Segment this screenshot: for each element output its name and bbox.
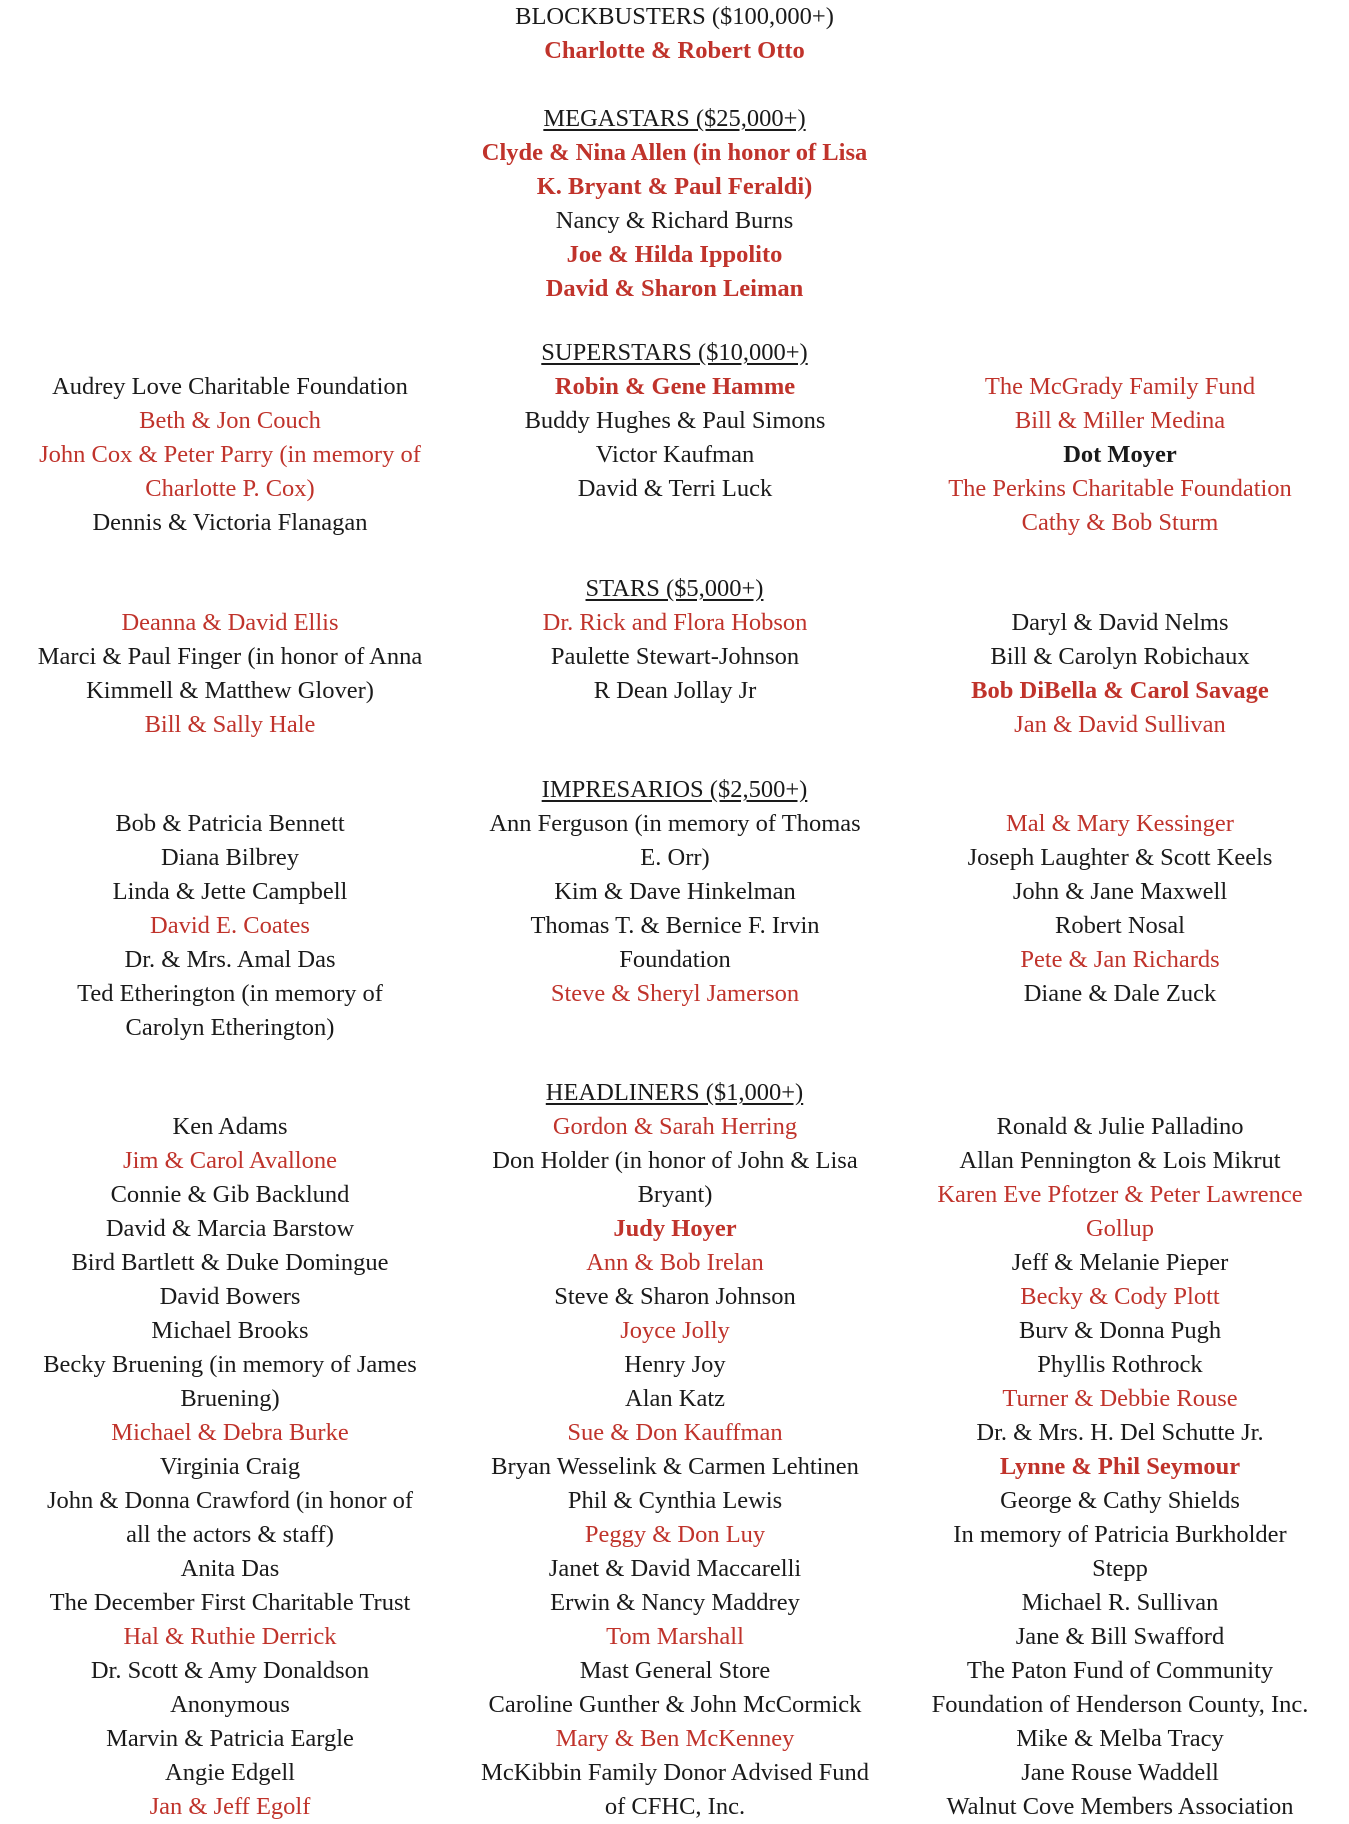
donor-name: Dot Moyer <box>1063 441 1177 468</box>
donor-name: George & Cathy Shields <box>1000 1487 1240 1514</box>
tier-title: STARS ($5,000+) <box>585 575 764 602</box>
donor-name: Tom Marshall <box>606 1623 744 1650</box>
donor-name: Jeff & Melanie Pieper <box>1011 1249 1229 1276</box>
donor-name: Peggy & Don Luy <box>584 1521 766 1548</box>
donor-name: Dr. Scott & Amy Donaldson <box>90 1657 370 1684</box>
donor-name: Carolyn Etherington) <box>125 1014 335 1041</box>
donor-name: Ted Etherington (in memory of <box>77 980 383 1007</box>
donor-name: Becky Bruening (in memory of James <box>43 1351 417 1378</box>
donor-name: Mary & Ben McKenney <box>555 1725 795 1752</box>
tier-title: SUPERSTARS ($10,000+) <box>541 339 808 366</box>
donor-name: Stepp <box>1092 1555 1148 1582</box>
donor-name: Ann Ferguson (in memory of Thomas <box>489 810 861 837</box>
donor-name: John & Jane Maxwell <box>1012 878 1228 905</box>
donor-name: Pete & Jan Richards <box>1020 946 1220 973</box>
donor-name: Foundation of Henderson County, Inc. <box>931 1691 1309 1718</box>
donor-name: Bob & Patricia Bennett <box>115 810 345 837</box>
donor-column <box>455 1110 895 1824</box>
donor-name: Allan Pennington & Lois Mikrut <box>959 1147 1281 1174</box>
donor-name: Marvin & Patricia Eargle <box>106 1725 354 1752</box>
donor-name: Phil & Cynthia Lewis <box>567 1487 783 1514</box>
donor-column <box>900 606 1340 742</box>
donor-name: Ken Adams <box>172 1113 288 1140</box>
donor-name: Bill & Sally Hale <box>144 711 316 738</box>
donor-name: Karen Eve Pfotzer & Peter Lawrence <box>937 1181 1303 1208</box>
donor-name: Cathy & Bob Sturm <box>1021 509 1219 536</box>
donor-name: Kimmell & Matthew Glover) <box>86 677 374 704</box>
donor-name: Jan & David Sullivan <box>1014 711 1226 738</box>
donor-column <box>455 807 895 1011</box>
tier-title: HEADLINERS ($1,000+) <box>545 1079 804 1106</box>
donor-name: David Bowers <box>159 1283 301 1310</box>
donor-name: McKibbin Family Donor Advised Fund <box>481 1759 869 1786</box>
donor-column <box>0 34 1349 68</box>
donor-name: Bryant) <box>637 1181 713 1208</box>
donor-name: of CFHC, Inc. <box>604 1793 746 1820</box>
donor-name: Foundation <box>619 946 731 973</box>
donor-name: Lynne & Phil Seymour <box>999 1453 1241 1480</box>
donor-name: Joseph Laughter & Scott Keels <box>967 844 1273 871</box>
donor-name: Erwin & Nancy Maddrey <box>550 1589 800 1616</box>
donor-name: Gordon & Sarah Herring <box>552 1113 798 1140</box>
donor-name: Ann & Bob Irelan <box>586 1249 764 1276</box>
donor-name: Michael R. Sullivan <box>1021 1589 1219 1616</box>
donor-name: David & Terri Luck <box>577 475 773 502</box>
donor-name: David & Marcia Barstow <box>105 1215 355 1242</box>
donor-name: Bill & Miller Medina <box>1014 407 1226 434</box>
donor-name: The December First Charitable Trust <box>49 1589 411 1616</box>
donor-name: In memory of Patricia Burkholder <box>953 1521 1287 1548</box>
donor-column <box>10 1110 450 1824</box>
donor-name: Jane & Bill Swafford <box>1015 1623 1225 1650</box>
donor-column <box>10 370 450 540</box>
donor-name: Michael Brooks <box>151 1317 309 1344</box>
donor-name: The McGrady Family Fund <box>984 373 1256 400</box>
donor-name: David E. Coates <box>150 912 310 939</box>
donor-column <box>455 606 895 708</box>
tier-title: BLOCKBUSTERS ($100,000+) <box>515 3 834 30</box>
donor-name: Michael & Debra Burke <box>111 1419 349 1446</box>
donor-name: Walnut Cove Members Association <box>946 1793 1294 1820</box>
donor-name: Daryl & David Nelms <box>1011 609 1229 636</box>
donor-name: John & Donna Crawford (in honor of <box>46 1487 414 1514</box>
donor-column <box>0 136 1349 306</box>
donor-name: Nancy & Richard Burns <box>555 207 794 234</box>
donor-name: Janet & David Maccarelli <box>548 1555 802 1582</box>
tier-heading <box>0 1076 1349 1110</box>
donor-name: Gollup <box>1085 1215 1155 1242</box>
tier-heading <box>0 0 1349 34</box>
donor-name: Charlotte P. Cox) <box>145 475 315 502</box>
donor-name: E. Orr) <box>640 844 710 871</box>
donor-name: Bob DiBella & Carol Savage <box>971 677 1269 704</box>
tier-heading <box>0 572 1349 606</box>
donor-name: Victor Kaufman <box>595 441 755 468</box>
donor-name: Diane & Dale Zuck <box>1023 980 1217 1007</box>
donor-name: Joyce Jolly <box>620 1317 730 1344</box>
donor-name: Charlotte & Robert Otto <box>544 37 805 64</box>
donor-name: Dr. & Mrs. H. Del Schutte Jr. <box>976 1419 1264 1446</box>
donor-name: Henry Joy <box>624 1351 726 1378</box>
donor-name: Linda & Jette Campbell <box>112 878 348 905</box>
donor-name: Diana Bilbrey <box>160 844 300 871</box>
donor-name: Ronald & Julie Palladino <box>996 1113 1244 1140</box>
donor-name: David & Sharon Leiman <box>545 275 804 302</box>
donor-name: Dr. Rick and Flora Hobson <box>542 609 808 636</box>
donor-name: The Perkins Charitable Foundation <box>948 475 1292 502</box>
donor-name: Angie Edgell <box>165 1759 295 1786</box>
donor-column <box>900 807 1340 1011</box>
donor-column <box>10 807 450 1045</box>
donor-name: Sue & Don Kauffman <box>567 1419 783 1446</box>
donor-name: Steve & Sheryl Jamerson <box>550 980 800 1007</box>
donor-name: Mast General Store <box>579 1657 771 1684</box>
donor-name: Bruening) <box>180 1385 280 1412</box>
donor-column <box>10 606 450 742</box>
donor-name: Turner & Debbie Rouse <box>1002 1385 1238 1412</box>
tier-heading <box>0 773 1349 807</box>
donor-name: Bryan Wesselink & Carmen Lehtinen <box>491 1453 859 1480</box>
donor-column <box>900 1110 1340 1824</box>
donor-name: Dennis & Victoria Flanagan <box>92 509 368 536</box>
donor-name: Mal & Mary Kessinger <box>1006 810 1234 837</box>
donor-name: Robin & Gene Hamme <box>554 373 796 400</box>
donor-name: Don Holder (in honor of John & Lisa <box>492 1147 858 1174</box>
donor-name: Burv & Donna Pugh <box>1018 1317 1222 1344</box>
donor-name: Beth & Jon Couch <box>139 407 321 434</box>
tier-title: IMPRESARIOS ($2,500+) <box>541 776 808 803</box>
donor-name: Robert Nosal <box>1055 912 1185 939</box>
donor-column <box>455 370 895 506</box>
donor-name: Steve & Sharon Johnson <box>554 1283 796 1310</box>
donor-name: Hal & Ruthie Derrick <box>123 1623 337 1650</box>
donor-name: Jane Rouse Waddell <box>1021 1759 1219 1786</box>
donor-name: Joe & Hilda Ippolito <box>566 241 783 268</box>
donor-name: R Dean Jollay Jr <box>593 677 757 704</box>
donor-name: Connie & Gib Backlund <box>110 1181 350 1208</box>
donor-name: Mike & Melba Tracy <box>1016 1725 1224 1752</box>
donor-name: Clyde & Nina Allen (in honor of Lisa <box>481 139 868 166</box>
donor-name: Virginia Craig <box>159 1453 301 1480</box>
donor-name: Thomas T. & Bernice F. Irvin <box>530 912 820 939</box>
donor-name: Dr. & Mrs. Amal Das <box>124 946 336 973</box>
donor-name: Bill & Carolyn Robichaux <box>990 643 1250 670</box>
donor-name: The Paton Fund of Community <box>966 1657 1274 1684</box>
donor-name: Paulette Stewart-Johnson <box>550 643 800 670</box>
donor-name: Becky & Cody Plott <box>1020 1283 1220 1310</box>
donor-name: Anita Das <box>180 1555 280 1582</box>
donor-name: Kim & Dave Hinkelman <box>554 878 796 905</box>
donor-name: John Cox & Peter Parry (in memory of <box>39 441 421 468</box>
tier-heading <box>0 102 1349 136</box>
donor-name: Anonymous <box>170 1691 290 1718</box>
donor-name: Deanna & David Ellis <box>121 609 339 636</box>
donor-name: Judy Hoyer <box>613 1215 737 1242</box>
donor-name: K. Bryant & Paul Feraldi) <box>536 173 813 200</box>
donor-name: Marci & Paul Finger (in honor of Anna <box>37 643 423 670</box>
donor-name: Alan Katz <box>625 1385 725 1412</box>
donor-name: Phyllis Rothrock <box>1037 1351 1203 1378</box>
donor-name: all the actors & staff) <box>126 1521 334 1548</box>
donor-name: Bird Bartlett & Duke Domingue <box>71 1249 389 1276</box>
tier-title: MEGASTARS ($25,000+) <box>543 105 806 132</box>
donor-name: Caroline Gunther & John McCormick <box>488 1691 862 1718</box>
donor-column <box>900 370 1340 540</box>
donor-name: Buddy Hughes & Paul Simons <box>524 407 826 434</box>
donor-name: Audrey Love Charitable Foundation <box>52 373 408 400</box>
donor-name: Jim & Carol Avallone <box>123 1147 337 1174</box>
donor-name: Jan & Jeff Egolf <box>149 1793 311 1820</box>
tier-heading <box>0 336 1349 370</box>
